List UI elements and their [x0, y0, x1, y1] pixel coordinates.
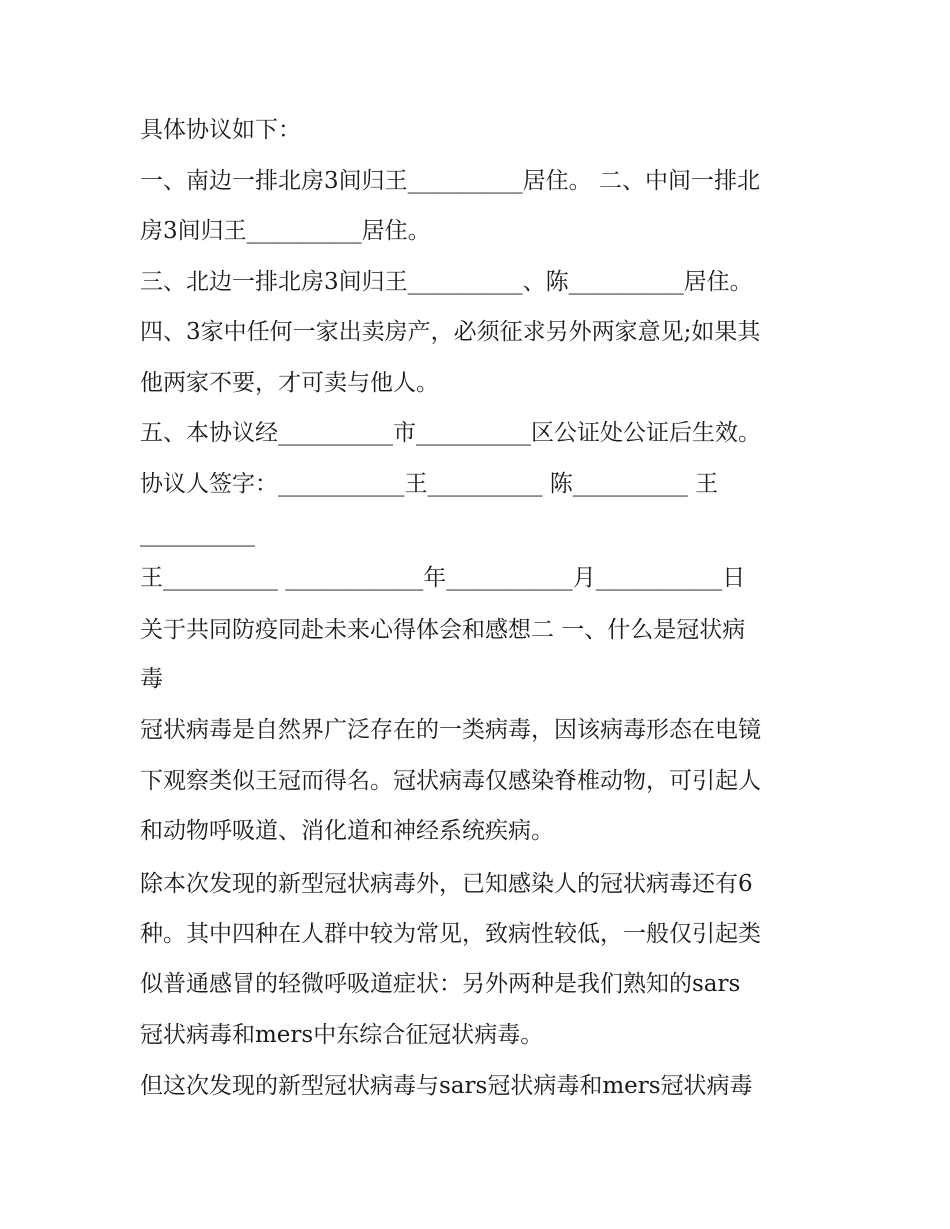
paragraph-line: 种。其中四种在人群中较为常见，致病性较低，一般仅引起类 [140, 921, 761, 947]
paragraph-line: 他两家不要，才可卖与他人。 [140, 370, 439, 396]
paragraph-line: 但这次发现的新型冠状病毒与sars冠状病毒和mers冠状病毒 [140, 1073, 753, 1099]
section-heading: 关于共同防疫同赴未来心得体会和感想二 一、什么是冠状病 [140, 617, 746, 643]
paragraph-line: 具体协议如下： [140, 117, 301, 143]
paragraph-line: 三、北边一排北房3间归王__________、陈__________居住。 [140, 269, 753, 295]
paragraph-line: 一、南边一排北房3间归王__________居住。 二、中间一排北 [140, 168, 760, 194]
paragraph-line: 房3间归王__________居住。 [140, 218, 431, 244]
paragraph-line: 似普通感冒的轻微呼吸道症状：另外两种是我们熟知的sars [140, 971, 741, 997]
section-heading: 毒 [140, 666, 163, 692]
paragraph-line: 四、3家中任何一家出卖房产，必须征求另外两家意见;如果其 [140, 319, 761, 345]
signature-line: __________ [140, 521, 255, 547]
paragraph-line: 冠状病毒和mers中东综合征冠状病毒。 [140, 1022, 544, 1048]
paragraph-line: 冠状病毒是自然界广泛存在的一类病毒，因该病毒形态在电镜 [140, 717, 761, 743]
paragraph-line: 和动物呼吸道、消化道和神经系统疾病。 [140, 818, 554, 844]
paragraph-line: 下观察类似王冠而得名。冠状病毒仅感染脊椎动物，可引起人 [140, 768, 761, 794]
date-line: 王__________ ____________年___________月___________日 [140, 565, 746, 591]
paragraph-line: 除本次发现的新型冠状病毒外，已知感染人的冠状病毒还有6 [140, 871, 753, 897]
paragraph-line: 五、本协议经__________市__________区公证处公证后生效。 [140, 420, 761, 446]
signature-line: 协议人签字：___________王__________ 陈__________ 王 [140, 471, 719, 497]
